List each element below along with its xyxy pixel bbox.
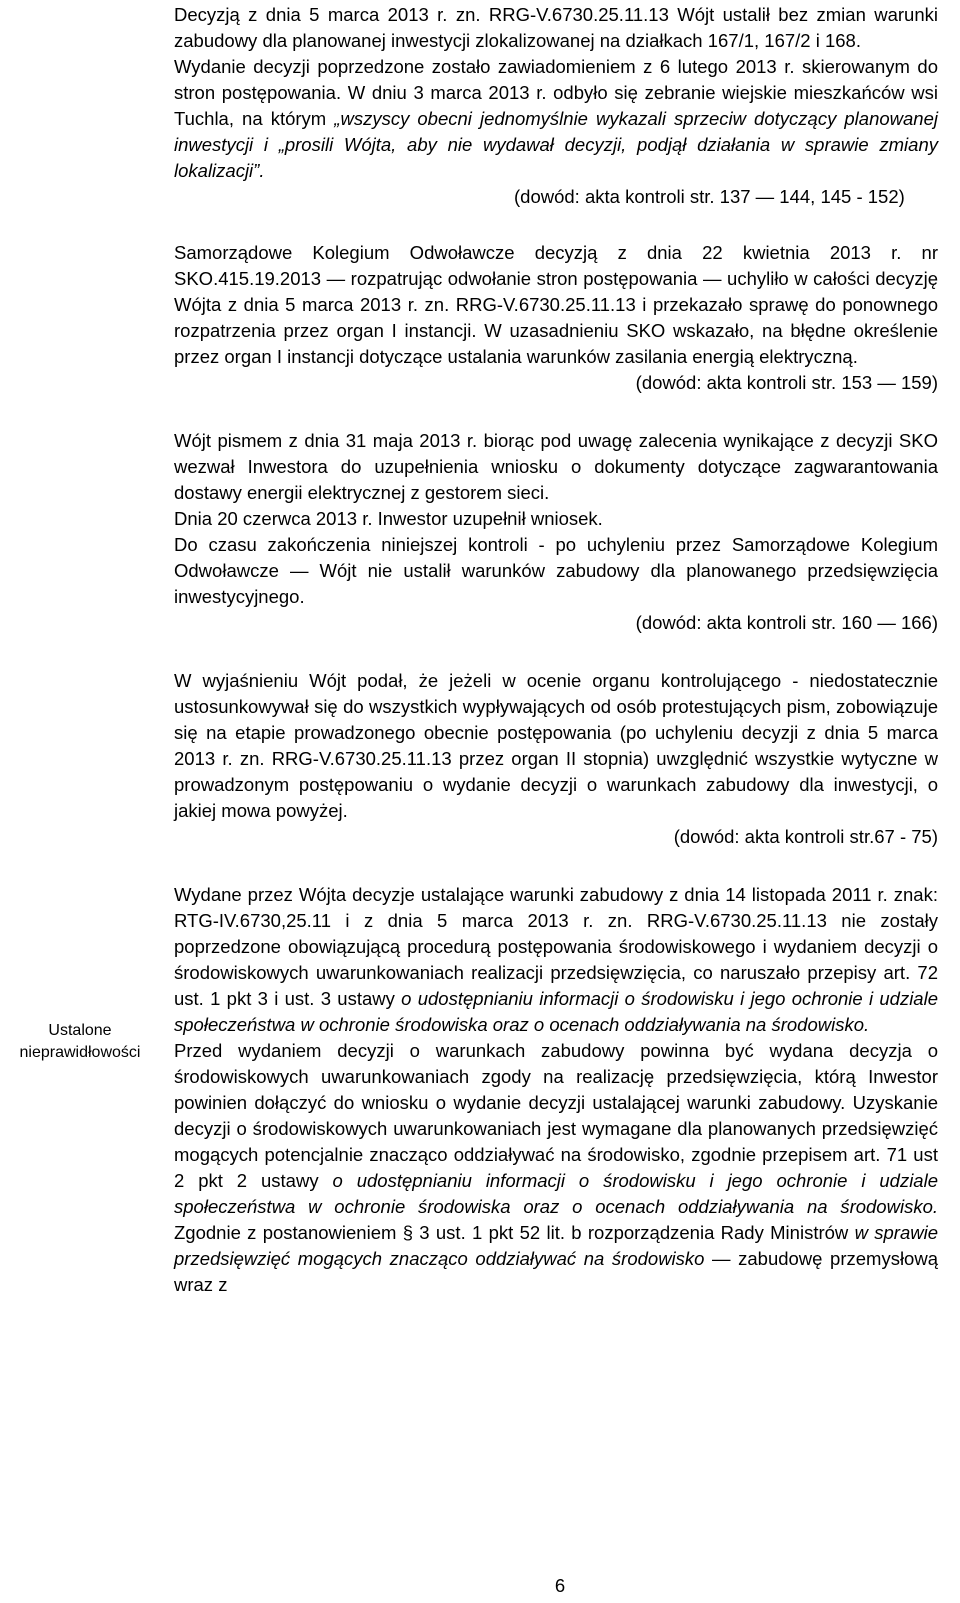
s3-evidence: (dowód: akta kontroli str. 160 — 166): [635, 612, 938, 633]
side-label-line1: Ustalone: [48, 1022, 112, 1039]
s3-paragraph2: Dnia 20 czerwca 2013 r. Inwestor uzupełnił wniosek.: [174, 508, 603, 529]
s1-paragraph2: Wydanie decyzji poprzedzone zostało zawiadomieniem z 6 lutego 2013 r. skierowanym do stron postępowania. W dniu 3 marca 2013 r. odbyło się zebranie wiejskie mieszkańców wsi Tuchla, na którym „wszyscy obecni jednomyślnie wykazali sprzeciw dotyczący planowanej inwestycji i „prosili Wójta, aby nie wydawał decyzji, podjął działania w sprawie zmiany lokalizacji”.: [174, 56, 938, 181]
s1-evidence: (dowód: akta kontroli str. 137 — 144, 145 - 152): [514, 186, 905, 207]
s4-paragraph1: W wyjaśnieniu Wójt podał, że jeżeli w ocenie organu kontrolującego - niedostatecznie ustosunkowywał się do wszystkich wypływających od osób protestujących pism, zobowiązuje się na etapie prowadzonego obecnie postępowania (po uchyleniu decyzji z dnia 5 marca 2013 r. zn. RRG-V.6730.25.11.13 przez organ II stopnia) uwzględnić wszystkie wytyczne w prowadzonym postępowaniu o wydanie decyzji o warunkach zabudowy dla inwestycji, o jakiej mowa powyżej.: [174, 670, 938, 821]
s5-paragraph1: Wydane przez Wójta decyzje ustalające warunki zabudowy z dnia 14 listopada 2011 r. znak: RTG-IV.6730,25.11 i z dnia 5 marca 2013 r. zn. RRG-V.6730.25.11.13 nie zostały poprzedzone obowiązującą procedurą postępowania środowiskowego i wydaniem decyzji o środowiskowych uwarunkowaniach realizacji przedsięwzięcia, co naruszało przepisy art. 72 ust. 1 pkt 3 i ust. 3 ustawy o udostępnianiu informacji o środowisku i jego ochronie i udziale społeczeństwa w ochronie środowiska oraz o ocenach oddziaływania na środowisko.: [174, 884, 938, 1035]
main-text: [174, 2, 938, 1298]
side-label-line2: nieprawidłowości: [19, 1044, 141, 1061]
s1-paragraph1: Decyzją z dnia 5 marca 2013 r. zn. RRG-V.6730.25.11.13 Wójt ustalił bez zmian warunki zabudowy dla planowanej inwestycji zlokalizowanej na działkach 167/1, 167/2 i 168.: [174, 4, 938, 51]
s3-paragraph1: Wójt pismem z dnia 31 maja 2013 r. biorąc pod uwagę zalecenia wynikające z decyzji SKO wezwał Inwestora do uzupełnienia wniosku o dokumenty dotyczące zagwarantowania dostawy energii elektrycznej z gestorem sieci.: [174, 430, 938, 503]
side-label: [0, 1020, 160, 1064]
s3-paragraph3: Do czasu zakończenia niniejszej kontroli - po uchyleniu przez Samorządowe Kolegium Odwoławcze — Wójt nie ustalił warunków zabudowy dla planowanego przedsięwzięcia inwestycyjnego.: [174, 534, 938, 607]
quote-italic: „wszyscy obecni jednomyślnie wykazali sprzeciw dotyczący planowanej inwestycji i „prosili Wójta, aby nie wydawał decyzji, podjął działania w sprawie zmiany lokalizacji”.: [174, 108, 938, 181]
s5-paragraph2: Przed wydaniem decyzji o warunkach zabudowy powinna być wydana decyzja o środowiskowych uwarunkowaniach zgody na realizację przedsięwzięcia, którą Inwestor powinien dołączyć do wniosku o wydanie decyzji ustalającej warunki zabudowy. Uzyskanie decyzji o środowiskowych uwarunkowaniach jest wymagane dla planowanych przedsięwzięć mogących potencjalnie znacząco oddziaływać na środowisko, zgodnie przepisem art. 71 ust 2 pkt 2 ustawy o udostępnianiu informacji o środowisku i jego ochronie i udziale społeczeństwa w ochronie środowiska oraz o ocenach oddziaływania na środowisko. Zgodnie z postanowieniem § 3 ust. 1 pkt 52 lit. b rozporządzenia Rady Ministrów w sprawie przedsięwzięć mogących znacząco oddziaływać na środowisko — zabudowę przemysłową wraz z: [174, 1040, 938, 1295]
s4-evidence: (dowód: akta kontroli str.67 - 75): [673, 826, 938, 847]
s2-evidence: (dowód: akta kontroli str. 153 — 159): [635, 372, 938, 393]
s2-paragraph1: Samorządowe Kolegium Odwoławcze decyzją z dnia 22 kwietnia 2013 r. nr SKO.415.19.2013 — rozpatrując odwołanie stron postępowania — uchyliło w całości decyzję Wójta z dnia 5 marca 2013 r. zn. RRG-V.6730.25.11.13 i przekazało sprawę do ponownego rozpatrzenia przez organ I instancji. W uzasadnieniu SKO wskazało, na błędne określenie przez organ I instancji dotyczące ustalania warunków zasilania energią elektryczną.: [174, 242, 938, 367]
page-number: 6: [554, 1575, 566, 1596]
